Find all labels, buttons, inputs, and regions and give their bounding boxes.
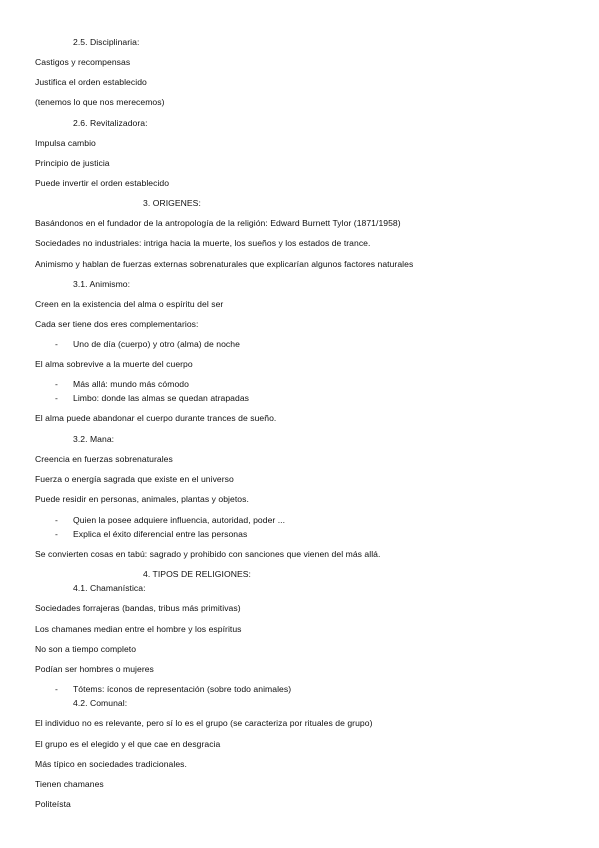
text-line: Creen en la existencia del alma o espíritu del ser [35, 299, 224, 309]
text-line: Más típico en sociedades tradicionales. [35, 759, 187, 769]
text-line: Principio de justicia [35, 158, 110, 168]
text-line: Impulsa cambio [35, 138, 96, 148]
text-line: Castigos y recompensas [35, 57, 131, 67]
heading-origenes: 3. ORIGENES: [143, 198, 201, 208]
text-line: Los chamanes median entre el hombre y los espíritus [35, 624, 242, 634]
text-line: El alma sobrevive a la muerte del cuerpo [35, 359, 193, 369]
list-item: Uno de día (cuerpo) y otro (alma) de noche [73, 339, 240, 349]
text-line: El grupo es el elegido y el que cae en desgracia [35, 739, 221, 749]
text-line: Sociedades no industriales: intriga hacia la muerte, los sueños y los estados de trance. [35, 238, 371, 248]
heading-tipos-de-religiones: 4. TIPOS DE RELIGIONES: [143, 569, 251, 579]
list-item: Tótems: íconos de representación (sobre todo animales) [73, 684, 292, 694]
text-line: No son a tiempo completo [35, 644, 137, 654]
text-line: (tenemos lo que nos merecemos) [35, 97, 165, 107]
heading-comunal: 4.2. Comunal: [73, 698, 128, 708]
text-line: Puede invertir el orden establecido [35, 178, 170, 188]
bullet-dash: - [55, 529, 58, 539]
text-line: Se convierten cosas en tabú: sagrado y prohibido con sanciones que vienen del más allá. [35, 549, 381, 559]
bullet-dash: - [55, 393, 58, 403]
bullet-dash: - [55, 515, 58, 525]
list-item: Quien la posee adquiere influencia, autoridad, poder ... [73, 515, 286, 525]
text-line: Basándonos en el fundador de la antropología de la religión: Edward Burnett Tylor (1871/1958) [35, 218, 401, 228]
text-line: Sociedades forrajeras (bandas, tribus más primitivas) [35, 603, 241, 613]
text-line: Creencia en fuerzas sobrenaturales [35, 454, 173, 464]
text-line: Justifica el orden establecido [35, 77, 147, 87]
list-item: Explica el éxito diferencial entre las personas [73, 529, 248, 539]
text-line: Fuerza o energía sagrada que existe en el universo [35, 474, 234, 484]
heading-revitalizadora: 2.6. Revitalizadora: [73, 118, 148, 128]
text-line: Cada ser tiene dos eres complementarios: [35, 319, 199, 329]
list-item: Más allá: mundo más cómodo [73, 379, 189, 389]
bullet-dash: - [55, 339, 58, 349]
heading-chamanistica: 4.1. Chamanística: [73, 583, 146, 593]
text-line: El individuo no es relevante, pero sí lo es el grupo (se caracteriza por rituales de grupo) [35, 718, 373, 728]
heading-mana: 3.2. Mana: [73, 434, 115, 444]
text-line: Puede residir en personas, animales, plantas y objetos. [35, 494, 249, 504]
bullet-dash: - [55, 684, 58, 694]
text-line: El alma puede abandonar el cuerpo durante trances de sueño. [35, 413, 277, 423]
text-line: Tienen chamanes [35, 779, 104, 789]
text-line: Politeísta [35, 799, 71, 809]
text-line: Podían ser hombres o mujeres [35, 664, 154, 674]
bullet-dash: - [55, 379, 58, 389]
text-line: Animismo y hablan de fuerzas externas sobrenaturales que explicarían algunos factores naturales [35, 259, 414, 269]
heading-animismo: 3.1. Animismo: [73, 279, 131, 289]
heading-disciplinaria: 2.5. Disciplinaria: [73, 37, 140, 47]
list-item: Limbo: donde las almas se quedan atrapadas [73, 393, 250, 403]
